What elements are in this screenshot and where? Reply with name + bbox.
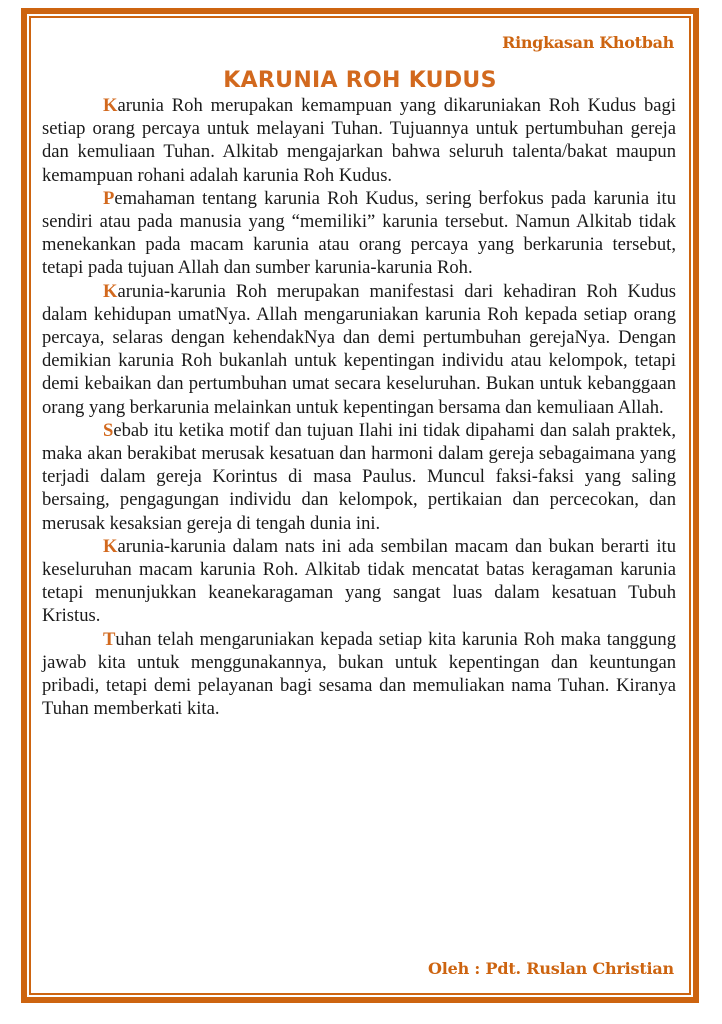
paragraph-text: arunia Roh merupakan kemampuan yang dikaruniakan Roh Kudus bagi setiap orang percaya untuk melayani Tuhan. Tujuannya untuk pertumbuhan gereja dan kemuliaan Tuhan. Alkitab mengajarkan bahwa seluruh talenta/bakat maupun kemampuan rohani adalah karunia Roh Kudus. (42, 95, 676, 186)
paragraph-initial: K (103, 95, 118, 116)
author-credit: Oleh : Pdt. Ruslan Christian (428, 959, 674, 978)
paragraph-text: emahaman tentang karunia Roh Kudus, sering berfokus pada karunia itu sendiri atau pada manusia yang “memiliki” karunia tersebut. Namun Alkitab tidak menekankan pada macam karunia atau orang percaya yang berkarunia tersebut, tetapi pada tujuan Allah dan sumber karunia-karunia Roh. (42, 187, 676, 279)
paragraph-text: arunia-karunia dalam nats ini ada sembilan macam dan bukan berarti itu keseluruhan macam karunia Roh. Alkitab tidak mencatat batas keragaman karunia tetapi menunjukkan keanekaragaman yang sangat luas dalam kesatuan Tubuh Kristus. (42, 535, 676, 627)
sermon-title: KARUNIA ROH KUDUS (223, 68, 497, 93)
paragraph-text: arunia-karunia Roh merupakan manifestasi dari kehadiran Roh Kudus dalam kehidupan umatNya. Allah mengaruniakan karunia Roh kepada setiap orang percaya, selaras dengan kehendakNya dan demi pertumbuhan gerejaNya. Dengan demikian karunia Roh bukanlah untuk kepentingan individu atau kelompok, tetapi demi kebaikan dan pertumbuhan umat secara keseluruhan. Bukan untuk kebanggaan orang yang berkarunia melainkan untuk kepentingan bersama dan kemuliaan Allah. (42, 280, 676, 418)
paragraph (42, 419, 676, 535)
paragraph-initial: K (103, 535, 118, 557)
paragraph-initial: P (103, 187, 115, 209)
paragraph-initial: T (103, 628, 116, 650)
paragraph-initial: K (103, 280, 118, 302)
document-type-label: Ringkasan Khotbah (502, 33, 674, 52)
paragraph (42, 280, 676, 419)
paragraph (42, 628, 676, 721)
paragraph-text: ebab itu ketika motif dan tujuan Ilahi ini tidak dipahami dan salah praktek, maka akan berakibat merusak kesatuan dan harmoni dalam gereja sebagaimana yang terjadi dalam gereja Korintus di masa Paulus. Muncul faksi-faksi yang saling bersaing, pengagungan individu dan kelompok, pertikaian dan percecokan, dan merusak kesaksian gereja di tengah dunia ini. (42, 419, 676, 534)
paragraph (42, 94, 676, 187)
paragraph (42, 187, 676, 280)
paragraph (42, 535, 676, 628)
paragraph-initial: S (103, 419, 114, 441)
page-border (21, 8, 699, 1003)
paragraph-text: uhan telah mengaruniakan kepada setiap kita karunia Roh maka tanggung jawab kita untuk menggunakannya, bukan untuk kepentingan dan keuntungan pribadi, tetapi demi pelayanan bagi sesama dan memuliakan nama Tuhan. Kiranya Tuhan memberkati kita. (42, 628, 676, 720)
page-inner-border (29, 16, 691, 995)
sermon-body (42, 94, 676, 720)
